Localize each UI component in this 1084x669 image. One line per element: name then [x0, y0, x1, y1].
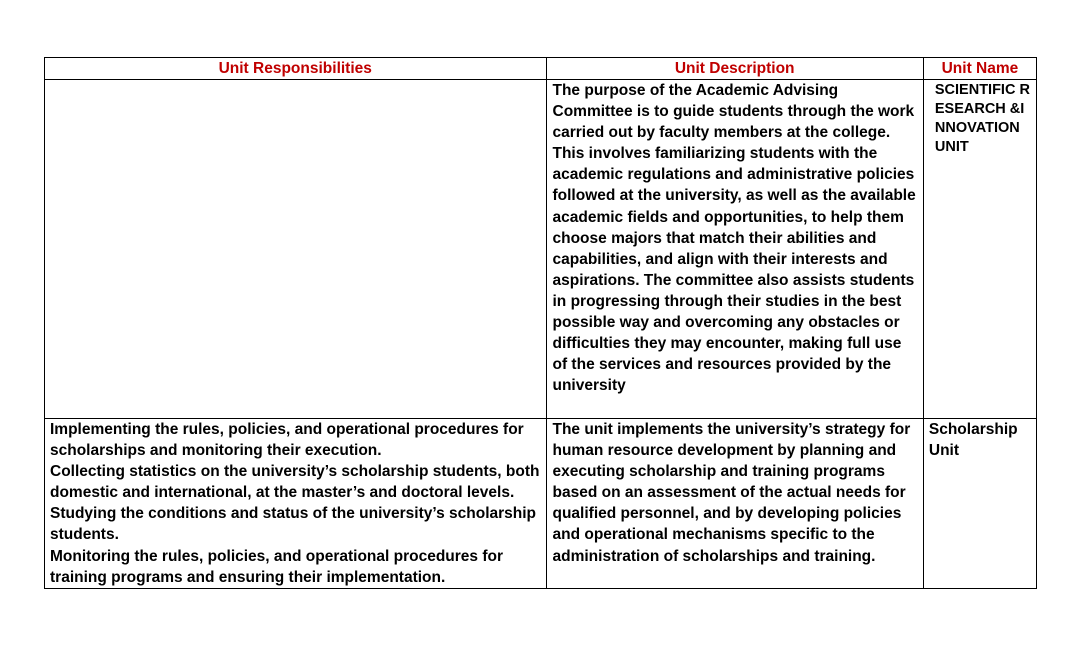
unit-description: The purpose of the Academic Advising Committee is to guide students through the work carried out by faculty members at the college. This involves familiarizing students with the academic regulations and administrative policies followed at the university, as well as the available academic fields and opportunities, to help them choose majors that match their abilities and capabilities, and align with their interests and aspirations. The committee also assists students in progressing through their studies in the best possible way and overcoming any obstacles or difficulties they may encounter, making full use of the services and resources provided by the university — [552, 82, 916, 395]
unit-name: Scholarship Unit — [928, 421, 1018, 460]
responsibility-item: Implementing the rules, policies, and operational procedures for scholarships and monitoring their execution. — [50, 421, 524, 460]
header-row — [45, 58, 1037, 80]
responsibility-item: Collecting statistics on the university’s scholarship students, both domestic and international, at the master’s and doctoral levels. — [50, 463, 540, 502]
description-cell — [546, 80, 923, 419]
header-responsibilities: Unit Responsibilities — [45, 58, 547, 80]
responsibilities-list — [45, 419, 546, 588]
responsibilities-cell — [45, 419, 547, 589]
responsibilities-cell — [45, 80, 547, 419]
table-row-scholarship — [45, 419, 1037, 589]
header-description: Unit Description — [546, 58, 923, 80]
name-cell — [923, 419, 1036, 589]
units-table — [44, 57, 1037, 589]
table-row-research — [45, 80, 1037, 419]
header-name: Unit Name — [923, 58, 1036, 80]
unit-description: The unit implements the university’s strategy for human resource development by planning and executing scholarship and training programs based on an assessment of the actual needs for qualified personnel, and by developing policies and operational mechanisms specific to the administration of scholarships and training. — [552, 421, 911, 565]
description-cell — [546, 419, 923, 589]
name-cell — [923, 80, 1036, 419]
unit-name: SCIENTIFIC RESEARCH &INNOVATION UNIT — [934, 82, 1030, 155]
responsibility-item: Monitoring the rules, policies, and operational procedures for training programs and ensuring their implementation. — [50, 547, 504, 586]
responsibility-item: Studying the conditions and status of the university’s scholarship students. — [50, 505, 537, 544]
